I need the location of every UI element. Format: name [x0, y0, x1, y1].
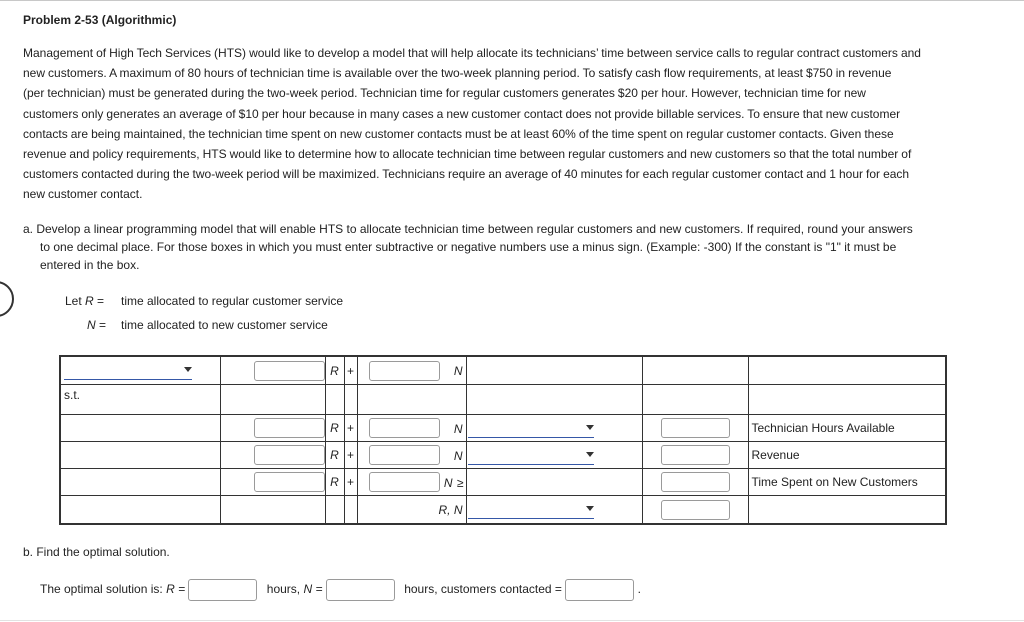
- var-r-label: R: [85, 294, 94, 308]
- objective-n-coefficient-input[interactable]: [369, 361, 440, 381]
- paragraph-line: revenue and policy requirements, HTS would like to determine how to allocate technician time between regular customers and new customers so that the total number of: [23, 147, 912, 162]
- nonnegativity-sign-dropdown[interactable]: [468, 499, 594, 519]
- equals-sign: =: [97, 294, 105, 308]
- optimal-r-input[interactable]: [188, 579, 257, 601]
- constraint-3-r-input[interactable]: [254, 472, 325, 492]
- top-divider: [0, 0, 1024, 1]
- var-n: N: [453, 422, 463, 436]
- n-equals-label: N =: [303, 582, 323, 596]
- constraint-row: [60, 469, 946, 496]
- constraint-1-r-input[interactable]: [254, 418, 325, 438]
- constraint-2-sign-dropdown[interactable]: [468, 445, 594, 465]
- part-a-line: entered in the box.: [40, 258, 140, 272]
- chevron-down-icon: [586, 506, 594, 511]
- plus-sign: +: [344, 469, 357, 496]
- constraint-2-rhs-input[interactable]: [661, 445, 730, 465]
- nonnegativity-row: [60, 496, 946, 525]
- paragraph-line: customers contacted during the two-week period will be maximized. Technicians require an average of 40 minutes for each regular customer contact and 1 hour for each: [23, 167, 910, 182]
- plus-sign: +: [344, 356, 357, 385]
- r-description: time allocated to regular customer service: [121, 294, 344, 308]
- chevron-down-icon: [586, 452, 594, 457]
- var-n: N: [443, 476, 453, 490]
- var-r: R: [330, 475, 339, 489]
- problem-title: Problem 2-53 (Algorithmic): [23, 13, 177, 27]
- chevron-down-icon: [586, 425, 594, 430]
- part-a-line: to one decimal place. For those boxes in which you must enter subtractive or negative numbers use a minus sign. (Example: -300) If the constant is "1" it must be: [40, 240, 897, 254]
- nonnegativity-rhs-input[interactable]: [661, 500, 730, 520]
- r-equals-label: R =: [166, 582, 186, 596]
- problem-description: [23, 43, 1021, 205]
- optimal-solution-prefix: The optimal solution is:: [40, 582, 163, 596]
- objective-direction-cell: [60, 356, 220, 385]
- var-n-label: N: [87, 318, 96, 332]
- constraint-2-r-input[interactable]: [254, 445, 325, 465]
- subject-to-label: s.t.: [60, 385, 220, 415]
- constraint-1-n-input[interactable]: [369, 418, 440, 438]
- var-r: R: [330, 448, 339, 462]
- constraint-2-n-input[interactable]: [369, 445, 440, 465]
- paragraph-line: new customers. A maximum of 80 hours of technician time is available over the two-week planning period. To satisfy cash flow requirements, at least $750 in revenue: [23, 66, 892, 81]
- optimal-n-input[interactable]: [326, 579, 395, 601]
- objective-row: [60, 356, 946, 385]
- greater-equal-sign: ≥: [456, 476, 464, 490]
- constraint-1-sign-dropdown[interactable]: [468, 418, 594, 438]
- objective-direction-dropdown[interactable]: [64, 360, 192, 380]
- var-r: R: [330, 363, 339, 378]
- hours-label: hours,: [266, 582, 301, 596]
- nonnegativity-vars: R, N: [438, 503, 463, 517]
- var-r: R: [330, 421, 339, 435]
- var-n: N: [453, 364, 463, 378]
- paragraph-line: Management of High Tech Services (HTS) would like to develop a model that will help allocate its technicians’ time between service calls to regular contract customers and: [23, 46, 921, 60]
- n-description: time allocated to new customer service: [121, 318, 328, 332]
- bottom-divider: [0, 620, 1024, 621]
- let-label: Let: [65, 294, 82, 308]
- constraint-1-rhs-input[interactable]: [661, 418, 730, 438]
- paragraph-line: contacts are being maintained, the technician time spent on new customer contacts must be at least 60% of the time spent on regular customer contacts. Given these: [23, 126, 894, 141]
- customers-contacted-input[interactable]: [565, 579, 634, 601]
- var-n: N: [453, 449, 463, 463]
- equals-sign: =: [99, 318, 107, 332]
- plus-sign: +: [344, 415, 357, 442]
- circle-indicator-icon: [0, 281, 14, 317]
- customers-contacted-label: hours, customers contacted =: [404, 582, 562, 596]
- constraint-label: Time Spent on New Customers: [748, 469, 946, 496]
- optimal-solution-line: [40, 578, 641, 600]
- constraint-row: [60, 415, 946, 442]
- constraint-label: Technician Hours Available: [748, 415, 946, 442]
- subject-to-row: [60, 385, 946, 415]
- paragraph-line: new customer contact.: [23, 187, 143, 202]
- constraint-3-n-input[interactable]: [369, 472, 440, 492]
- constraint-3-rhs-input[interactable]: [661, 472, 730, 492]
- paragraph-line: (per technician) must be generated during the two-week period. Technician time for regular customers generates $20 per hour. However, technician time for new: [23, 86, 866, 101]
- constraint-label: Revenue: [748, 442, 946, 469]
- plus-sign: +: [344, 442, 357, 469]
- constraint-row: [60, 442, 946, 469]
- lp-model-table: [59, 355, 947, 525]
- period: .: [637, 582, 641, 596]
- part-a-instructions: [23, 220, 1008, 274]
- chevron-down-icon: [184, 367, 192, 372]
- paragraph-line: customers only generates an average of $10 per hour because in many cases a new customer contact does not provide billable services. To ensure that new customer: [23, 106, 901, 121]
- objective-r-coefficient-input[interactable]: [254, 361, 325, 381]
- part-a-line: a. Develop a linear programming model that will enable HTS to allocate technician time between regular customers and new customers. If required, round your answers: [23, 222, 913, 236]
- part-b-label: b. Find the optimal solution.: [23, 545, 170, 559]
